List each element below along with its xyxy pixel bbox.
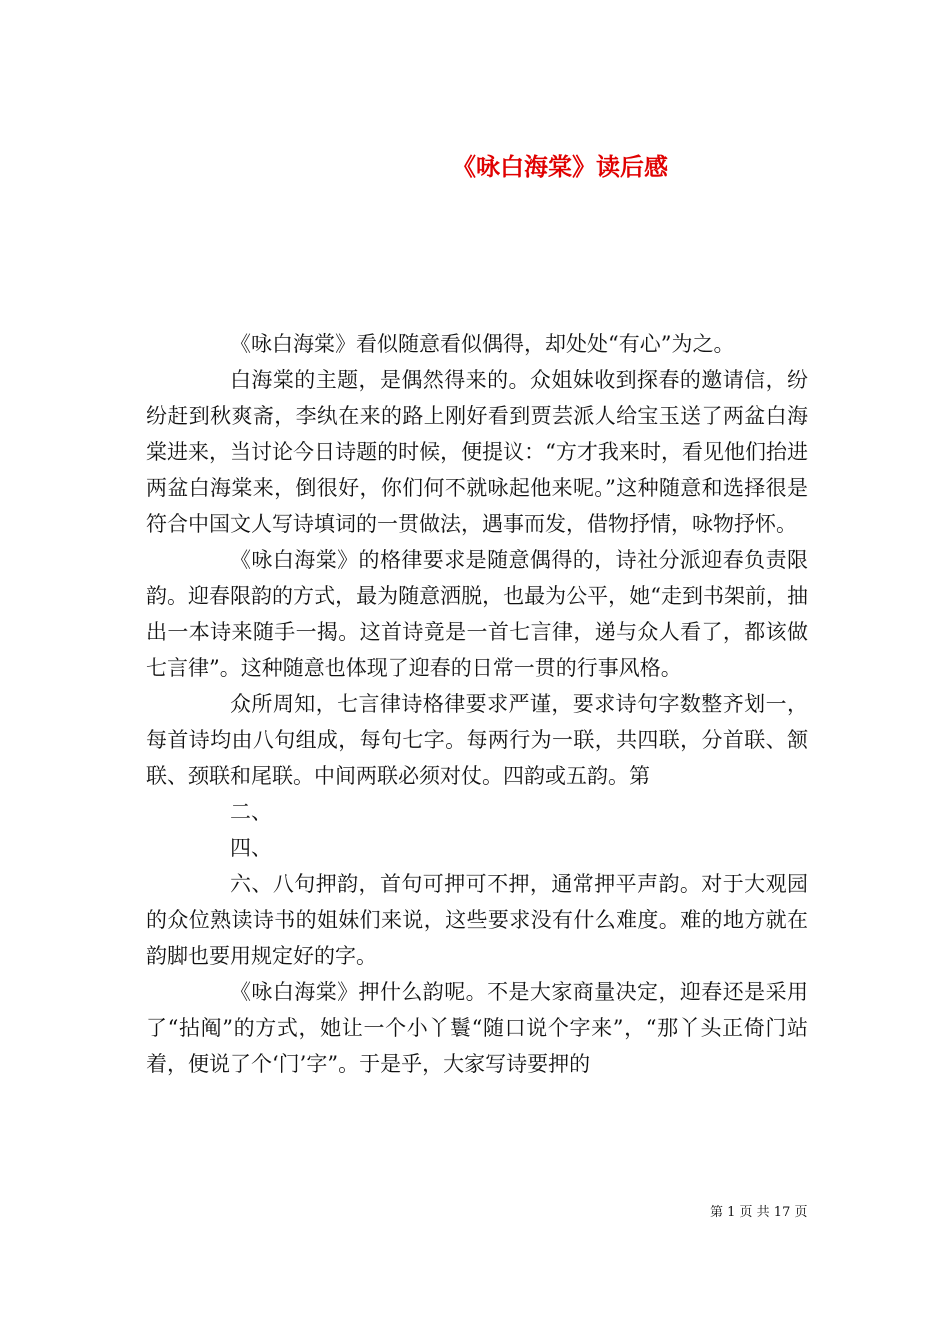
page-number-footer: 第 1 页 共 17 页 bbox=[710, 1205, 808, 1220]
paragraph: 《咏白海棠》的格律要求是随意偶得的，诗社分派迎春负责限韵。迎春限韵的方式，最为随意洒脱，也最为公平，她“走到书架前，抽出一本诗来随手一揭。这首诗竟是一首七言律，递与众人看了，都该做七言律”。这种随意也体现了迎春的日常一贯的行事风格。 bbox=[146, 548, 808, 680]
paragraph: 《咏白海棠》押什么韵呢。不是大家商量决定，迎春还是采用了“拈阄”的方式，她让一个小丫鬟“随口说个字来”，“那丫头正倚门站着，便说了个‘门’字”。于是乎，大家写诗要押的 bbox=[146, 980, 808, 1076]
paragraph: 《咏白海棠》看似随意看似偶得，却处处“有心”为之。 bbox=[230, 332, 735, 356]
paragraph: 四、 bbox=[230, 836, 272, 860]
article-body bbox=[146, 326, 808, 1082]
paragraph: 众所周知，七言律诗格律要求严谨，要求诗句字数整齐划一，每首诗均由八句组成，每句七字。每两行为一联，共四联，分首联、颔联、颈联和尾联。中间两联必须对仗。四韵或五韵。第 bbox=[146, 692, 808, 788]
paragraph: 六、八句押韵，首句可押可不押，通常押平声韵。对于大观园的众位熟读诗书的姐妹们来说，这些要求没有什么难度。难的地方就在韵脚也要用规定好的字。 bbox=[146, 872, 808, 968]
paragraph: 二、 bbox=[230, 800, 272, 824]
page-title: 《咏白海棠》读后感 bbox=[452, 152, 668, 182]
paragraph: 白海棠的主题，是偶然得来的。众姐妹收到探春的邀请信，纷纷赶到秋爽斋，李纨在来的路上刚好看到贾芸派人给宝玉送了两盆白海棠进来，当讨论今日诗题的时候，便提议：“方才我来时，看见他们抬进两盆白海棠来，倒很好，你们何不就咏起他来呢。”这种随意和选择很是符合中国文人写诗填词的一贯做法，遇事而发，借物抒情，咏物抒怀。 bbox=[146, 368, 808, 536]
